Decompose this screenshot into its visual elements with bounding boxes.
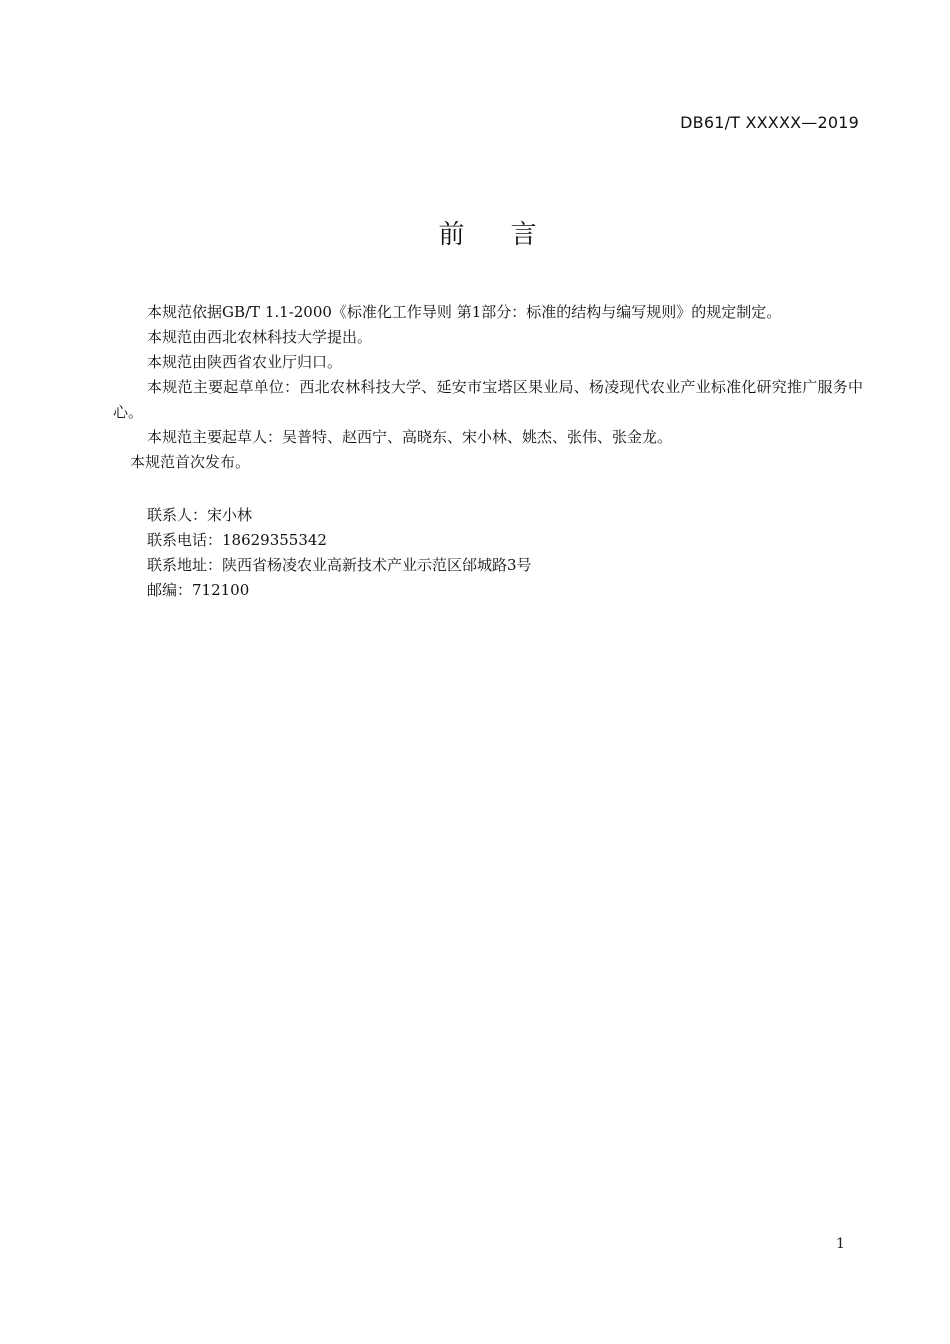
contact-postcode: 邮编：712100 (147, 581, 250, 599)
contact-person: 联系人：宋小林 (147, 506, 253, 524)
paragraph-centralized: 本规范由陕西省农业厅归口。 (147, 353, 343, 371)
contact-phone: 联系电话：18629355342 (147, 531, 327, 549)
paragraph-first-release: 本规范首次发布。 (130, 453, 251, 471)
page-number: 1 (836, 1236, 845, 1252)
paragraph-drafters: 本规范主要起草人：吴普特、赵西宁、高晓东、宋小林、姚杰、张伟、张金龙。 (147, 428, 673, 446)
page-title (0, 214, 950, 251)
paragraph-drafting-units: 本规范主要起草单位：西北农林科技大学、延安市宝塔区果业局、杨凌现代农业产业标准化研究推广服务中心。 (113, 378, 863, 421)
contact-block (147, 503, 532, 603)
title-char-2: 言 (510, 220, 537, 250)
paragraph-proposer: 本规范由西北农林科技大学提出。 (147, 328, 373, 346)
contact-address: 联系地址：陕西省杨凌农业高新技术产业示范区邰城路3号 (147, 556, 532, 574)
paragraph-basis: 本规范依据GB/T 1.1-2000《标准化工作导则 第1部分：标准的结构与编写规则》的规定制定。 (147, 303, 782, 321)
standard-code: DB61/T XXXXX—2019 (680, 113, 859, 132)
title-char-1: 前 (438, 220, 465, 250)
foreword-body (113, 300, 863, 475)
